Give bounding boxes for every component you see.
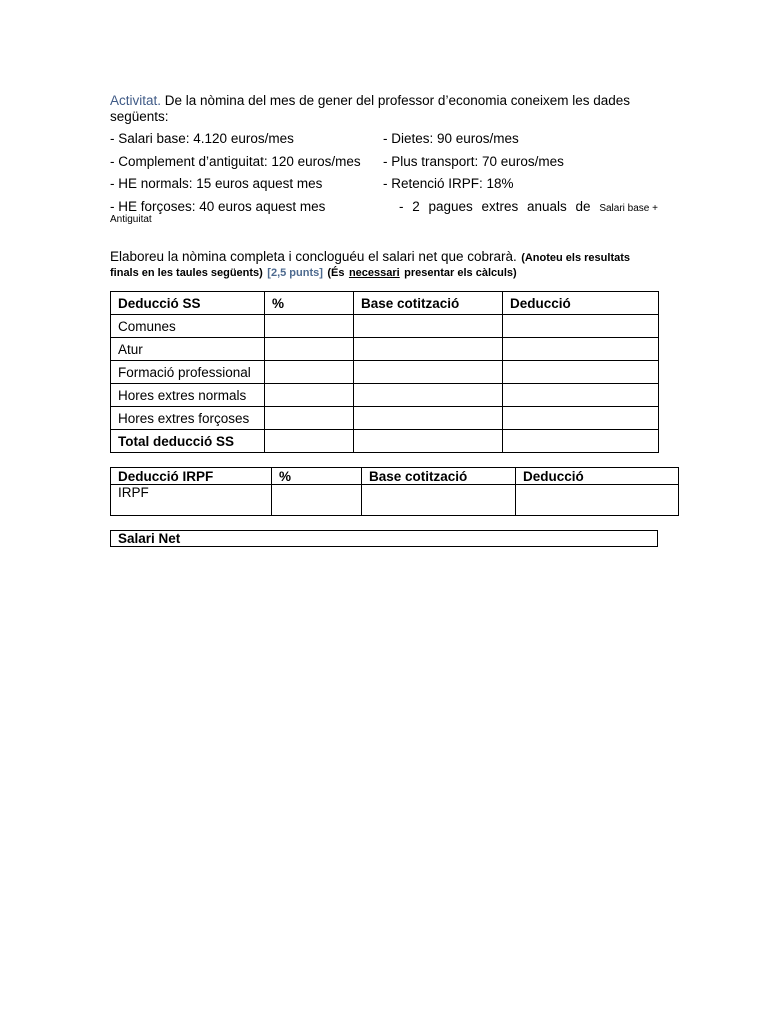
- table-header-cell: Deducció: [516, 468, 679, 485]
- net-salary-label[interactable]: Salari Net: [111, 531, 658, 547]
- instructions-calc-close: presentar els càlculs): [404, 267, 517, 279]
- table-total-row: [111, 430, 659, 453]
- table-header-cell: Deducció: [503, 292, 659, 315]
- table-row: [111, 485, 679, 516]
- table-row: [111, 407, 659, 430]
- table-row: [111, 315, 659, 338]
- row-label: Atur: [111, 338, 265, 361]
- table-row: [111, 338, 659, 361]
- empty-cell[interactable]: [503, 430, 659, 453]
- table-row: [111, 361, 659, 384]
- instructions-calc-underline: necessari: [348, 267, 400, 279]
- extras-word: 2: [412, 198, 420, 214]
- table-header-cell: Deducció IRPF: [111, 468, 272, 485]
- empty-cell[interactable]: [516, 485, 679, 516]
- table-header-cell: Base cotització: [354, 292, 503, 315]
- fact-salari-base: - Salari base: 4.120 euros/mes: [110, 131, 294, 146]
- empty-cell[interactable]: [503, 315, 659, 338]
- table-row: [111, 384, 659, 407]
- extras-word: anuals: [527, 198, 567, 214]
- empty-cell[interactable]: [272, 485, 362, 516]
- row-label: Hores extres forçoses: [111, 407, 265, 430]
- row-label: Total deducció SS: [111, 430, 265, 453]
- fact-he-forcoses: - HE forçoses: 40 euros aquest mes: [110, 198, 326, 214]
- fact-row: [110, 154, 658, 177]
- facts-list: [110, 131, 658, 213]
- net-salary-table: [110, 530, 658, 547]
- fact-plus-transport: - Plus transport: 70 euros/mes: [383, 153, 564, 169]
- table-header-row: [111, 292, 659, 315]
- fact-pagues-extres: [399, 199, 658, 214]
- instructions-points: [2,5 punts]: [267, 267, 323, 279]
- activity-intro: [110, 93, 658, 125]
- empty-cell[interactable]: [354, 384, 503, 407]
- extras-small: Salari base +: [599, 202, 658, 214]
- activity-intro-text: De la nòmina del mes de gener del professor d’economia coneixem les dades següents:: [110, 93, 631, 124]
- fact-complement: - Complement d’antiguitat: 120 euros/mes: [110, 153, 361, 169]
- table-header-row: [111, 468, 679, 485]
- empty-cell[interactable]: [265, 338, 354, 361]
- empty-cell[interactable]: [503, 338, 659, 361]
- fact-dietes: - Dietes: 90 euros/mes: [383, 131, 519, 146]
- empty-cell[interactable]: [265, 315, 354, 338]
- table-header-cell: Base cotització: [362, 468, 516, 485]
- empty-cell[interactable]: [354, 338, 503, 361]
- table-header-cell: %: [272, 468, 362, 485]
- empty-cell[interactable]: [265, 407, 354, 430]
- empty-cell[interactable]: [265, 361, 354, 384]
- extras-word: de: [575, 198, 591, 214]
- empty-cell[interactable]: [362, 485, 516, 516]
- extras-continuation: Antiguitat: [110, 214, 152, 225]
- fact-he-normals: - HE normals: 15 euros aquest mes: [110, 176, 323, 192]
- fact-row: [110, 199, 658, 213]
- table-header-cell: %: [265, 292, 354, 315]
- extras-word: -: [399, 198, 404, 214]
- row-label: Formació professional: [111, 361, 265, 384]
- instructions: [110, 250, 658, 280]
- fact-row: [110, 131, 658, 154]
- empty-cell[interactable]: [503, 384, 659, 407]
- fact-retencio: - Retenció IRPF: 18%: [383, 176, 514, 192]
- empty-cell[interactable]: [354, 361, 503, 384]
- empty-cell[interactable]: [503, 407, 659, 430]
- row-label: IRPF: [111, 485, 272, 516]
- empty-cell[interactable]: [354, 430, 503, 453]
- instructions-main: Elaboreu la nòmina completa i concloguéu el salari net que cobrarà.: [110, 249, 517, 264]
- activity-label: Activitat.: [110, 93, 162, 108]
- empty-cell[interactable]: [354, 315, 503, 338]
- extras-word: extres: [481, 198, 519, 214]
- table-header-cell: Deducció SS: [111, 292, 265, 315]
- irpf-deduction-table: [110, 467, 679, 516]
- fact-row: [110, 176, 658, 199]
- row-label: Comunes: [111, 315, 265, 338]
- empty-cell[interactable]: [265, 430, 354, 453]
- extras-word: pagues: [428, 198, 473, 214]
- ss-deduction-table: [110, 291, 659, 453]
- instructions-annotate: (Anoteu els resultats finals en les taules següents): [110, 252, 631, 279]
- row-label: Hores extres normals: [111, 384, 265, 407]
- empty-cell[interactable]: [265, 384, 354, 407]
- empty-cell[interactable]: [503, 361, 659, 384]
- table-row: [111, 531, 658, 547]
- instructions-calc-open: (És: [327, 267, 345, 279]
- empty-cell[interactable]: [354, 407, 503, 430]
